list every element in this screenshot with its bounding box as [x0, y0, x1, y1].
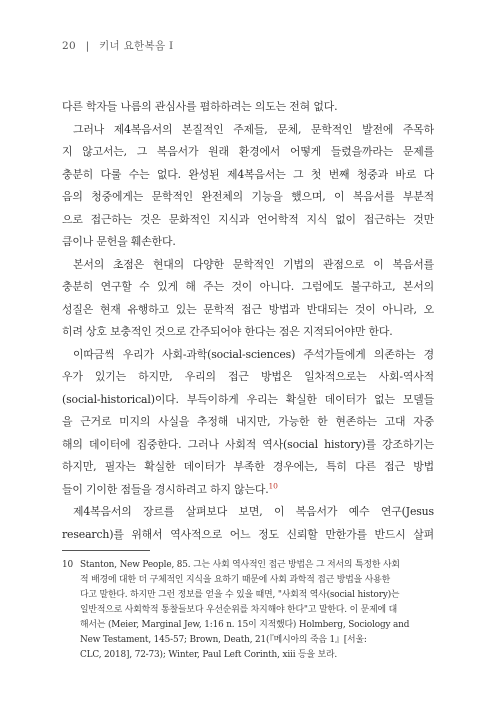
text-line: 으로 접근하는 것은 문화적인 지식과 언어학적 지식 없이 접근하는 것만 [62, 212, 434, 226]
text-line: 제4복음서의 장르를 살펴보다 보면, 이 복음서가 예수 연구(Jesus [73, 505, 434, 518]
paragraph-5 [62, 501, 434, 524]
text-line: 충분히 연구할 수 있게 해 주는 것이 아니다. 그럼에도 불구하고, 본서의 [62, 280, 434, 293]
paragraph-3-cont [62, 276, 434, 344]
paragraph-4-cont [62, 366, 434, 501]
footnote [62, 558, 434, 663]
paragraph-1 [62, 96, 434, 119]
footnote-divider [62, 550, 150, 551]
footnote-line: Stanton, New People, 85. 그는 사회 역사적인 접근 방법은 그 저서의 특정한 사회 [80, 560, 400, 570]
text-line: 본서의 초점은 현대의 다양한 문학적인 기법의 관점으로 이 복음서를 [73, 257, 434, 271]
text-line: (social-historical)이다. 부득이하게 우리는 확실한 데이터가 없는 모델들 [62, 392, 434, 406]
text-line: 하지만, 필자는 확실한 데이터가 부족한 경우에는, 특히 다른 접근 방법 [62, 460, 434, 473]
paragraph-3 [62, 254, 434, 277]
text-line: 지 않고서는, 그 복음서가 원래 환경에서 어떻게 들렸을까라는 문제를 [62, 145, 434, 158]
paragraph-2-cont [62, 141, 434, 254]
text-line: 히려 상호 보충적인 것으로 간주되어야 한다는 점은 지적되어야만 한다. [62, 325, 393, 338]
paragraph-4 [62, 344, 434, 367]
text-line: 성질은 현재 유행하고 있는 문학적 접근 방법과 반대되는 것이 아니라, 오 [62, 302, 434, 316]
footnote-number: 10 [62, 560, 73, 570]
header-separator: | [85, 40, 90, 52]
text-line: 충분히 다룰 수는 없다. 완성된 제4복음서는 그 첫 번째 청중과 바로 다 [62, 167, 434, 181]
text-line: 우가 있기는 하지만, 우리의 접근 방법은 일차적으로는 사회-역사적 [62, 370, 434, 383]
book-title: 키너 요한복음 I [99, 40, 174, 52]
text-line: 다른 학자들 나름의 관심사를 폄하하려는 의도는 전혀 없다. [62, 100, 338, 113]
text-line: research)를 위해서 역사적으로 어느 정도 신뢰할 만한가를 반드시 살펴 [62, 527, 434, 541]
footnote-reference[interactable]: 10 [268, 480, 278, 490]
footnote-line: 해서는 (Meier, Marginal Jew, 1:16 n. 15이 지적했다) Holmberg, Sociology and [80, 620, 410, 630]
text-line: 을 근거로 미지의 사실을 추정해 내지만, 가능한 한 현존하는 고대 자중 [62, 415, 434, 428]
footnote-line: New Testament, 145-57; Brown, Death, 21(『메시아의 죽음 1』[서울: [80, 635, 367, 645]
footnote-line: 다고 말한다. 하지만 그런 정보를 얻을 수 있을 때면, "사회적 역사(social history)는 [80, 590, 400, 600]
text-line-with-note [62, 479, 434, 502]
text-line: 이따금씩 우리가 사회-과학(social-sciences) 주석가들에게 의존하는 경 [73, 347, 434, 361]
text-line: 그러나 제4복음서의 본질적인 주제들, 문체, 문학적인 발전에 주목하 [73, 122, 434, 136]
text-line: 음의 청중에게는 문학적인 완전체의 기능을 했으며, 이 복음서를 부분적 [62, 190, 434, 203]
running-header [62, 38, 173, 53]
text-line: 해의 데이터에 집중한다. 그러나 사회적 역사(social history)를 강조하기는 [62, 437, 434, 451]
footnote-line: CLC, 2018], 72-73); Winter, Paul Left Corinth, xiii 등을 보라. [80, 650, 338, 660]
footnote-line: 일반적으로 사회학적 통찰들보다 우선순위를 차지해야 한다"고 말한다. 이 문제에 대 [80, 605, 398, 615]
footnote-line: 적 배경에 대한 더 구체적인 지식을 요하기 때문에 사회 과학적 접근 방법을 사용한 [80, 575, 391, 585]
text-line: 큼이나 문헌을 훼손한다. [62, 235, 176, 248]
main-text [62, 96, 434, 546]
footnote-text [80, 558, 434, 663]
paragraph-5-cont [62, 524, 434, 547]
text-line: 들이 기이한 점들을 경시하려고 하지 않는다. [62, 482, 269, 496]
page-number: 20 [62, 40, 76, 52]
paragraph-2 [62, 119, 434, 142]
